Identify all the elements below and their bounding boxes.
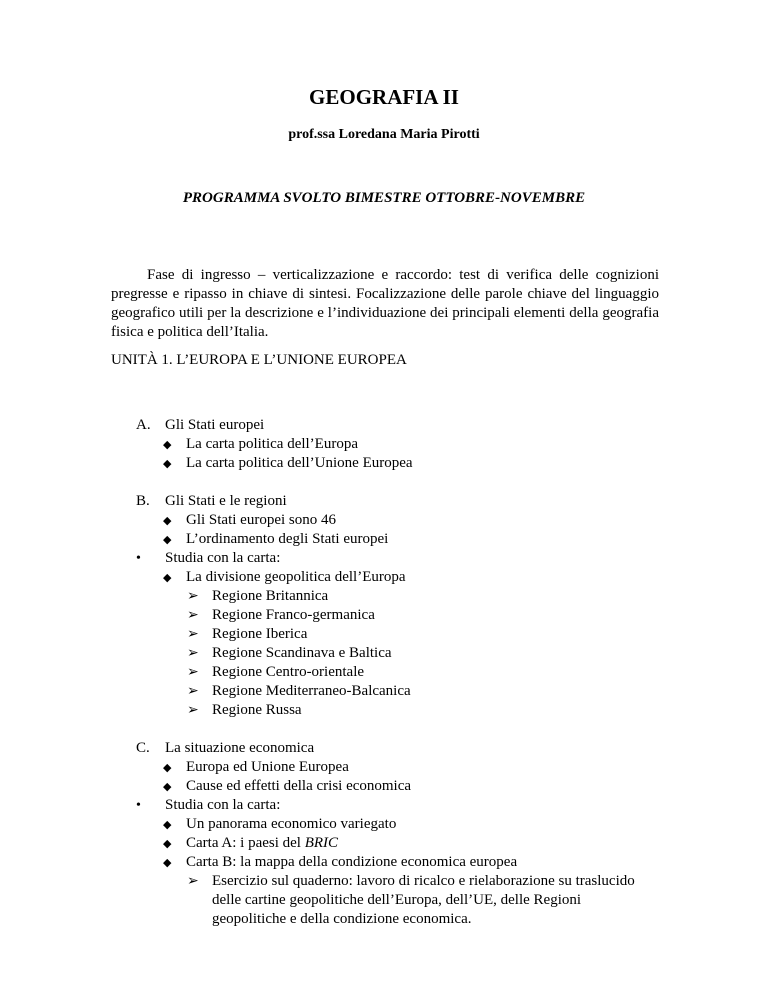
diamond-bullet-icon: ◆: [163, 515, 172, 527]
exercise-text: Esercizio sul quaderno: lavoro di ricalco e rielaborazione su traslucido delle cartine geopolitiche dell’Europa, dell’UE, delle Regioni geopolitiche e della condizione economica.: [212, 873, 635, 927]
region-item: Regione Centro-orientale: [212, 664, 365, 680]
region-item: Regione Franco-germanica: [212, 607, 375, 623]
section-c-letter: C.: [136, 740, 150, 756]
section-b-item: L’ordinamento degli Stati europei: [186, 531, 389, 547]
program-heading: PROGRAMMA SVOLTO BIMESTRE OTTOBRE-NOVEMBRE: [182, 190, 586, 206]
diamond-bullet-icon: ◆: [163, 838, 172, 850]
diamond-bullet-icon: ◆: [163, 762, 172, 774]
intro-paragraph: Fase di ingresso – verticalizzazione e raccordo: test di verifica delle cognizioni pregresse e ripasso in chiave di sintesi. Focalizzazione delle parole chiave del linguaggio geografico utili per la descrizione e l’individuazione dei principali elementi della geografia fisica e politica dell’Italia.: [111, 267, 659, 340]
region-item: Regione Britannica: [212, 588, 329, 604]
region-item: Regione Scandinava e Baltica: [212, 645, 392, 661]
section-c-study-item: Carta B: la mappa della condizione economica europea: [186, 854, 518, 870]
diamond-bullet-icon: ◆: [163, 781, 172, 793]
document-title: GEOGRAFIA II: [309, 85, 459, 109]
section-b-letter: B.: [136, 493, 150, 509]
arrow-bullet-icon: ➢: [187, 665, 199, 680]
author-line: prof.ssa Loredana Maria Pirotti: [288, 127, 480, 142]
section-a-letter: A.: [136, 417, 151, 433]
section-b-title: Gli Stati e le regioni: [165, 493, 287, 509]
section-a-title: Gli Stati europei: [165, 417, 265, 433]
arrow-bullet-icon: ➢: [187, 646, 199, 661]
diamond-bullet-icon: ◆: [163, 439, 172, 451]
round-bullet-icon: •: [136, 798, 141, 813]
section-c-study: Studia con la carta:: [165, 797, 281, 813]
arrow-bullet-icon: ➢: [187, 608, 199, 623]
diamond-bullet-icon: ◆: [163, 857, 172, 869]
section-c-item: Europa ed Unione Europea: [186, 759, 349, 775]
carta-a-label: Carta A: i paesi del: [186, 835, 305, 851]
arrow-bullet-icon: ➢: [187, 874, 199, 889]
diamond-bullet-icon: ◆: [163, 458, 172, 470]
arrow-bullet-icon: ➢: [187, 684, 199, 699]
round-bullet-icon: •: [136, 551, 141, 566]
diamond-bullet-icon: ◆: [163, 534, 172, 546]
section-b-study: Studia con la carta:: [165, 550, 281, 566]
section-a-item: La carta politica dell’Europa: [186, 436, 358, 452]
arrow-bullet-icon: ➢: [187, 589, 199, 604]
bric-term: BRIC: [304, 835, 339, 851]
section-c-study-item: Un panorama economico variegato: [186, 816, 397, 832]
unit-heading: UNITÀ 1. L’EUROPA E L’UNIONE EUROPEA: [111, 352, 407, 368]
section-c-title: La situazione economica: [165, 740, 315, 756]
section-b-item: Gli Stati europei sono 46: [186, 512, 336, 528]
arrow-bullet-icon: ➢: [187, 627, 199, 642]
section-c-item: Cause ed effetti della crisi economica: [186, 778, 412, 794]
section-b-study-item: La divisione geopolitica dell’Europa: [186, 569, 406, 585]
diamond-bullet-icon: ◆: [163, 572, 172, 584]
diamond-bullet-icon: ◆: [163, 819, 172, 831]
section-c-study-item: [186, 834, 338, 853]
region-item: Regione Mediterraneo-Balcanica: [212, 683, 411, 699]
section-a-item: La carta politica dell’Unione Europea: [186, 455, 413, 471]
region-item: Regione Russa: [212, 702, 302, 718]
arrow-bullet-icon: ➢: [187, 703, 199, 718]
region-item: Regione Iberica: [212, 626, 308, 642]
